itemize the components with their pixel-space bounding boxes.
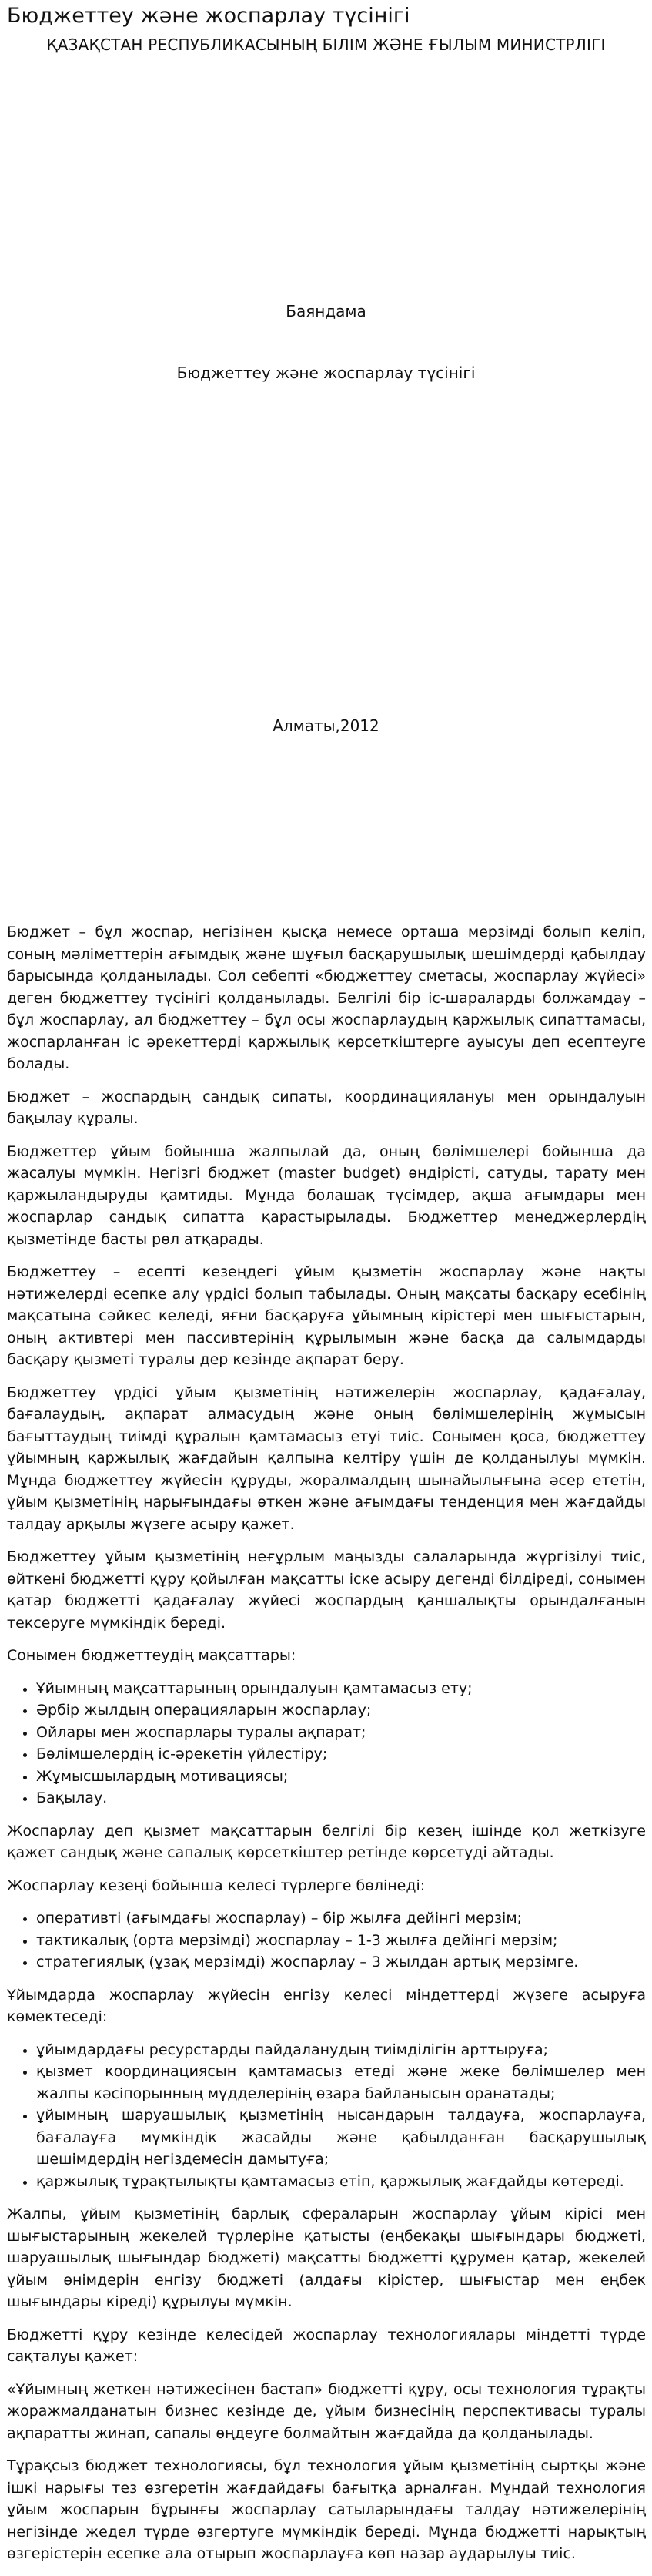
list-item: • Бөлімшелердің іс-әрекетін үйлестіру;: [36, 1743, 646, 1766]
list-item: • Жұмысшылардың мотивациясы;: [36, 1766, 646, 1788]
paragraph-technologies-intro: Бюджетті құру кезінде келесідей жоспарлау технологиялары міндетті түрде сақталуы қажет:: [7, 2326, 646, 2365]
list-item: • қаржылық тұрақтылықты қамтамасыз етіп, қаржылық жағдайды көтереді.: [36, 2171, 646, 2193]
document-title: Бюджеттеу және жоспарлау түсінігі: [7, 4, 410, 28]
paragraph-budgeting-process: Бюджеттеу – есепті кезеңдегі ұйым қызметін жоспарлау және нақты нәтижелерді есепке алу үрдісі болып табылады. Оның мақсаты басқару есебінің мақсатына сәйкес келеді, яғни басқаруға ұйымның кірістері мен шығыстарын, оның активтері мен пассивтерінің құрылымын және басқа да салымдарды басқару қызметі туралы дер кезінде ақпарат беру.: [7, 1263, 646, 1368]
planning-types-list: [7, 1907, 646, 1974]
tasks-list: [7, 2039, 646, 2193]
list-item: • ұйымның шаруашылық қызметінің нысандарын талдауға, жоспарлауға, бағалауға мүмкіндік жасайды және қабылданған басқарушылық шешімдердің негіздемесін дамытуға;: [36, 2105, 646, 2171]
list-item: • стратегиялық (ұзақ мерзімді) жоспарлау – 3 жылдан артық мерзімге.: [36, 1951, 646, 1974]
report-label: Баяндама: [286, 302, 366, 320]
paragraph-budgeting-areas: Бюджеттеу ұйым қызметінің неғұрлым маңызды салаларында жүргізілуі тиіс, өйткені бюджетті құру қойылған мақсатты іске асыру дегенді білдіреді, сонымен қатар бюджетті қадағалау жүйесі жоспардың қаншалықты орындалғанын тексеруге мүмкіндік береді.: [7, 1548, 646, 1632]
document-body: [7, 921, 646, 2576]
list-item: • Ұйымның мақсаттарының орындалуын қамтамасыз ету;: [36, 1678, 646, 1700]
paragraph-budget-scope: Бюджеттер ұйым бойынша жалпылай да, оның бөлімшелері бойынша да жасалуы мүмкін. Негізгі бюджет (master budget) өндірісті, сатуды, тарату мен қаржыландыруды қамтиды. Мұнда болашақ түсімдер, ақша ағымдары мен жоспарлар сандық сипатта қарастырылады. Бюджеттер менеджерлердің қызметінде басты рөл атқарады.: [7, 1142, 646, 1248]
report-subtitle: Бюджеттеу және жоспарлау түсінігі: [176, 364, 476, 382]
list-item: • Әрбір жылдың операцияларын жоспарлау;: [36, 1699, 646, 1722]
list-item: • Бақылау.: [36, 1787, 646, 1810]
goals-list: [7, 1678, 646, 1810]
list-item: • Ойлары мен жоспарлары туралы ақпарат;: [36, 1722, 646, 1744]
paragraph-unstable-budget: Тұрақсыз бюджет технологиясы, бұл технология ұйым қызметінің сыртқы және ішкі нарығы тез өзгеретін жағдайдағы бағытқа арналған. Мұндай технология ұйым жоспарын бұрынғы жоспарлау сатыларындағы талдау нәтижелерінің негізінде жедел түрде өзгертуге мүмкіндік береді. Мұнда бюджетті нарықтың өзгерістерін есепке ала отырып жоспарлауға көп назар аударылуы тиіс.: [7, 2457, 646, 2562]
types-intro: Жоспарлау кезеңі бойынша келесі түрлерге бөлінеді:: [7, 1877, 426, 1894]
ministry-heading: ҚАЗАҚСТАН РЕСПУБЛИКАСЫНЫҢ БІЛІМ ЖӘНЕ ҒЫЛЫМ МИНИСТРЛІГІ: [46, 35, 606, 54]
paragraph-budgeting-tool: Бюджеттеу үрдісі ұйым қызметінің нәтижелерін жоспарлау, қадағалау, бағалаудың, ақпарат алмасудың және оның бөлімшелерінің жұмысын бағыттаудың тиімді құралын қамтамасыз етуі тиіс. Сонымен қоса, бюджеттеу ұйымның қаржылық жағдайын қалпына келтіру үшін де қолданылуы мүмкін. Мұнда бюджеттеу жүйесін құруды, жоралмалдың шынайылығына әсер ететін, ұйым қызметінің нарығындағы өткен және ағымдағы тенденция мен жағдайды талдау арқылы жүзеге асыру қажет.: [7, 1384, 646, 1533]
list-item: • қызмет координациясын қамтамасыз етеді және жеке бөлімшелер мен жалпы кәсіпорынның мүдделерінің өзара байланысын оранатады;: [36, 2061, 646, 2105]
list-item: • ұйымдардағы ресурстарды пайдаланудың тиімділігін арттыруға;: [36, 2039, 646, 2061]
tasks-intro: Ұйымдарда жоспарлау жүйесін енгізу келесі міндеттерді жүзеге асыруға көмектеседі:: [7, 1986, 646, 2025]
paragraph-planning-spheres: Жалпы, ұйым қызметінің барлық сфераларын жоспарлау ұйым кірісі мен шығыстарының жекелей түрлеріне қатысты (еңбекақы шығындары бюджеті, шаруашылық шығындар бюджеті) мақсатты бюджетті құрумен қатар, жекелей ұйым өнімдерін енгізу бюджеті (алдағы кірістер, шығыстар мен еңбек шығындары кіреді) құрылуы мүмкін.: [7, 2205, 646, 2310]
paragraph-budget-definition: Бюджет – бұл жоспар, негізінен қысқа немесе орташа мерзімді болып келіп, соның мәліметтерін ағымдық және шұғыл басқарушылық шешімдерді қабылдау барысында қолданылады. Сол себепті «бюджеттеу сметасы, жоспарлау жүйесі» деген бюджеттеу түсінігі қолданылады. Белгілі бір іс-шараларды болжамдау – бұл жоспарлау, ал бюджеттеу – бұл осы жоспарлаудың қаржылық сипаттамасы, жоспарланған іс әрекеттерді қаржылық көрсеткіштерге ауысуы деп есептеуге болады.: [7, 924, 646, 1072]
paragraph-achieved-results: «Ұйымның жеткен нәтижесінен бастап» бюджетті құру, осы технология тұрақты жоражмалданатын бизнес кезінде де, ұйым бизнесінің перспективасы туралы ақпаратты жинап, сапалы өңдеуге болмайтын жағдайда да қолданылады.: [7, 2380, 646, 2442]
paragraph-budget-tool: Бюджет – жоспардың сандық сипаты, координациялануы мен орындалуын бақылау құралы.: [7, 1088, 646, 1127]
list-item: • тактикалық (орта мерзімді) жоспарлау – 1-3 жылға дейінгі мерзім;: [36, 1930, 646, 1952]
city-year: Алматы,2012: [273, 716, 379, 735]
goals-intro: Сонымен бюджеттеудің мақсаттары:: [7, 1647, 296, 1664]
paragraph-planning-definition: Жоспарлау деп қызмет мақсаттарын белгілі бір кезең ішінде қол жеткізуге қажет сандық және сапалық көрсеткіштер ретінде көрсетуді айтады.: [7, 1822, 646, 1861]
list-item: • оперативті (ағымдағы жоспарлау) – бір жылға дейінгі мерзім;: [36, 1907, 646, 1930]
